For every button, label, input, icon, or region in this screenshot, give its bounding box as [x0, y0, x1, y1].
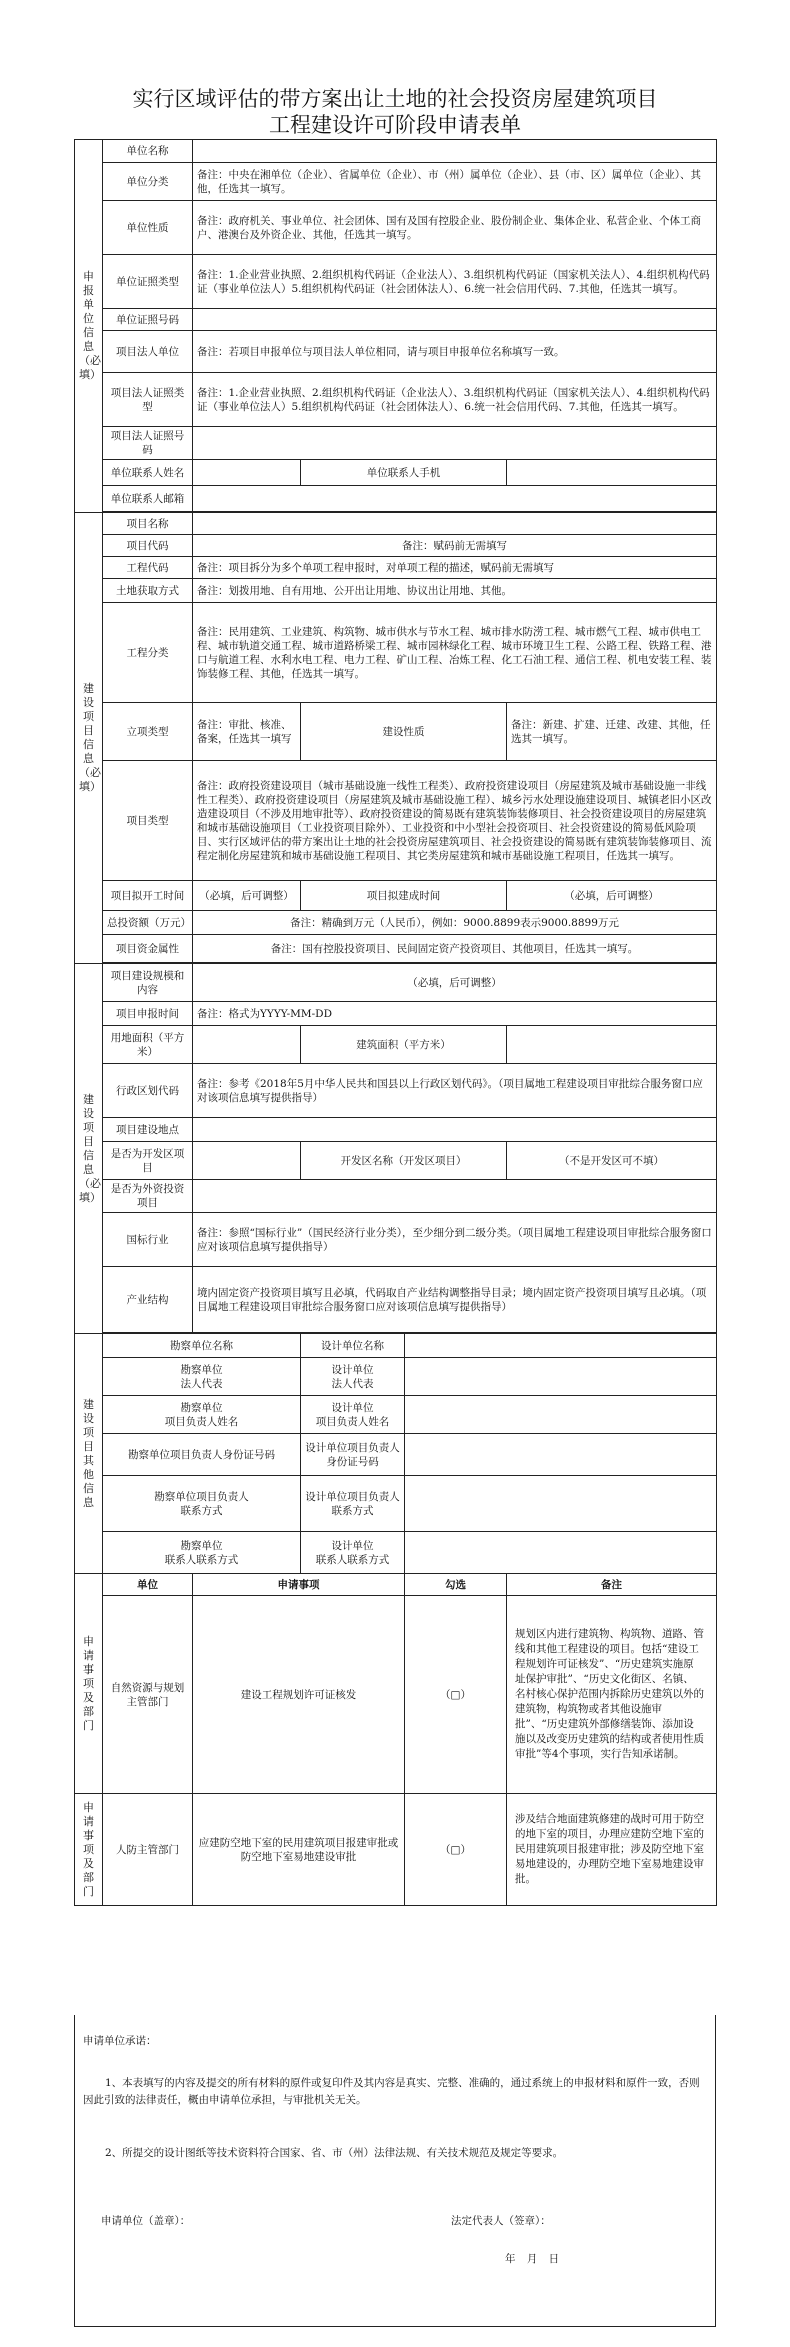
note-plan-end[interactable]: （必填，后可调整）: [507, 881, 717, 911]
input-design-unit[interactable]: [405, 1334, 717, 1358]
section-applicant: 申报单位信息（必填）: [75, 140, 103, 513]
note-approval-type[interactable]: 备注：审批、核准、备案，任选其一填写: [193, 703, 301, 761]
header-note: 备注: [507, 1574, 717, 1596]
form-title: [0, 0, 790, 138]
note-unit-nature[interactable]: 备注：政府机关、事业单位、社会团体、国有及国有控股企业、股份制企业、集体企业、私营企业、个体工商户、港澳台及外资企业、其他，任选其一填写。: [193, 201, 717, 255]
application-table: [74, 139, 717, 1906]
label-eng-type: 工程分类: [103, 603, 193, 703]
input-land-area[interactable]: [193, 1026, 301, 1064]
header-item: 申请事项: [193, 1574, 405, 1596]
input-legal-cert-no[interactable]: [193, 427, 717, 460]
label-survey-lead-contact: 勘察单位项目负责人 联系方式: [103, 1476, 301, 1532]
note-apply-time[interactable]: 备注：格式为YYYY-MM-DD: [193, 1002, 717, 1026]
input-design-lead[interactable]: [405, 1396, 717, 1434]
label-industry: 国标行业: [103, 1213, 193, 1267]
label-design-legal: 设计单位 法人代表: [301, 1358, 405, 1396]
input-contact-phone[interactable]: [507, 460, 717, 486]
label-contact-phone: 单位联系人手机: [301, 460, 507, 486]
section-matter1: 申请事项及部门: [75, 1574, 103, 1794]
label-zone-name: 开发区名称（开发区项目）: [301, 1142, 507, 1180]
label-survey-unit: 勘察单位名称: [103, 1334, 301, 1358]
matter-unit: 人防主管部门: [103, 1794, 193, 1906]
input-address[interactable]: [193, 1118, 717, 1142]
promise-title: 申请单位承诺：: [83, 2035, 157, 2047]
application-form: [74, 139, 716, 1906]
note-eng-code[interactable]: 备注：项目拆分为多个单项工程申报时，对单项工程的描述，赋码前无需填写: [193, 557, 717, 579]
note-project-code[interactable]: 备注：赋码前无需填写: [193, 535, 717, 557]
label-land: 土地获取方式: [103, 579, 193, 603]
label-is-zone: 是否为开发区项目: [103, 1142, 193, 1180]
note-build-nature[interactable]: 备注：新建、扩建、迁建、改建、其他，任选其一填写。: [507, 703, 717, 761]
input-design-contact[interactable]: [405, 1532, 717, 1574]
label-legal-cert-no: 项目法人证照号码: [103, 427, 193, 460]
label-unit-nature: 单位性质: [103, 201, 193, 255]
label-contact-name: 单位联系人姓名: [103, 460, 193, 486]
note-region[interactable]: 备注：参考《2018年5月中华人民共和国县以上行政区划代码》。（项目属地工程建设项目审批综合服务窗口应对该项信息填写提供指导）: [193, 1064, 717, 1118]
label-is-foreign: 是否为外资投资项目: [103, 1180, 193, 1213]
input-unit-name[interactable]: [193, 140, 717, 163]
label-scale: 项目建设规模和内容: [103, 964, 193, 1002]
label-legal-unit: 项目法人单位: [103, 331, 193, 373]
label-approval-type: 立项类型: [103, 703, 193, 761]
label-design-lead-id: 设计单位项目负责人身份证号码: [301, 1434, 405, 1476]
note-land[interactable]: 备注：划拨用地、自有用地、公开出让用地、协议出让用地、其他。: [193, 579, 717, 603]
label-design-lead-contact: 设计单位项目负责人联系方式: [301, 1476, 405, 1532]
label-legal-cert-type: 项目法人证照类型: [103, 373, 193, 427]
input-cert-no[interactable]: [193, 309, 717, 331]
form-title-line2: 工程建设许可阶段申请表单: [269, 113, 521, 137]
label-structure: 产业结构: [103, 1267, 193, 1333]
note-scale[interactable]: （必填，后可调整）: [193, 964, 717, 1002]
sign-date: 年 月 日: [505, 2253, 560, 2265]
label-land-area: 用地面积（平方米）: [103, 1026, 193, 1064]
note-structure[interactable]: 境内固定资产投资项目填写且必填，代码取自产业结构调整指导目录；境内固定资产投资项目填写且必填。（项目属地工程建设项目审批综合服务窗口应对该项信息填写提供指导）: [193, 1267, 717, 1333]
label-apply-time: 项目申报时间: [103, 1002, 193, 1026]
section-project-extra: 建设项目信息（必填）: [75, 964, 103, 1334]
input-design-lead-id[interactable]: [405, 1434, 717, 1476]
note-unit-type[interactable]: 备注：中央在湘单位（企业）、省属单位（企业）、市（州）属单位（企业）、县（市、区）属单位（企业）、其他，任选其一填写。: [193, 163, 717, 201]
note-legal-unit[interactable]: 备注：若项目申报单位与项目法人单位相同，请与项目申报单位名称填写一致。: [193, 331, 717, 373]
label-survey-legal: 勘察单位 法人代表: [103, 1358, 301, 1396]
note-legal-cert-type[interactable]: 备注：1.企业营业执照、2.组织机构代码证（企业法人）、3.组织机构代码证（国家机关法人）、4.组织机构代码证（事业单位法人）5.组织机构代码证（社会团体法人）、6.统一社会信用代码、7.其他，任选其一填写。: [193, 373, 717, 427]
input-build-area[interactable]: [507, 1026, 717, 1064]
label-fund: 项目资金属性: [103, 935, 193, 963]
label-project-name: 项目名称: [103, 513, 193, 535]
label-cert-type: 单位证照类型: [103, 255, 193, 309]
input-is-zone[interactable]: [193, 1142, 301, 1180]
label-unit-name: 单位名称: [103, 140, 193, 163]
note-invest[interactable]: 备注：精确到万元（人民币），例如：9000.8899表示9000.8899万元: [193, 911, 717, 935]
sign-rep-label: 法定代表人（签章）：: [451, 2215, 551, 2227]
label-invest: 总投资额（万元）: [103, 911, 193, 935]
matter-checkbox[interactable]: （□）: [405, 1596, 507, 1794]
matter-item: 建设工程规划许可证核发: [193, 1596, 405, 1794]
note-zone-name[interactable]: （不是开发区可不填）: [507, 1142, 717, 1180]
matter-unit: 自然资源与规划主管部门: [103, 1596, 193, 1794]
label-project-code: 项目代码: [103, 535, 193, 557]
section-project: 建设项目信息（必填）: [75, 513, 103, 964]
matter-checkbox[interactable]: （□）: [405, 1794, 507, 1906]
input-design-lead-contact[interactable]: [405, 1476, 717, 1532]
label-survey-contact: 勘察单位 联系人联系方式: [103, 1532, 301, 1574]
label-survey-lead-id: 勘察单位项目负责人身份证号码: [103, 1434, 301, 1476]
section-other: 建设项目其他信息: [75, 1334, 103, 1574]
matter-note: 规划区内进行建筑物、构筑物、道路、管线和其他工程建设的项目。包括“建设工程规划许可证核发”、“历史建筑实施原址保护审批”、“历史文化街区、名镇、名村核心保护范围内拆除历史建筑以外的建筑物，构筑物或者其他设施审批”、“历史建筑外部修缮装饰、添加设施以及改变历史建筑的结构或者使用性质审批”等4个事项，实行告知承诺制。: [507, 1596, 717, 1794]
input-design-legal[interactable]: [405, 1358, 717, 1396]
section-matter2: 申请事项及部门: [75, 1794, 103, 1906]
note-proj-type[interactable]: 备注：政府投资建设项目（城市基础设施一线性工程类）、政府投资建设项目（房屋建筑及城市基础设施一非线性工程类）、政府投资建设项目（房屋建筑及城市基础设施工程）、城乡污水处理设施建设项目、城镇老旧小区改造建设项目（不涉及用地审批等）、政府投资建设的简易既有建筑装饰装修项目、社会投资建设项目的房屋建筑和城市基础设施项目（工业投资项目除外）、工业投资和中小型社会投资项目、社会投资建设的简易低风险项目、实行区域评估的带方案出让土地的社会投资房屋建筑项目、社会投资建设的简易既有建筑装饰装修项目、流程定制化房屋建筑和城市基础设施工程项目、其它类房屋建筑和城市基础设施工程项目，任选其一填写。: [193, 761, 717, 881]
input-project-name[interactable]: [193, 513, 717, 535]
sign-unit-label: 申请单位（盖章）：: [101, 2215, 191, 2227]
promise-item-1: 1、本表填写的内容及提交的所有材料的原件或复印件及其内容是真实、完整、准确的，通过系统上的申报材料和原件一致，否则因此引致的法律责任，概由申请单位承担，与审批机关无关。: [83, 2077, 700, 2106]
label-eng-code: 工程代码: [103, 557, 193, 579]
label-build-nature: 建设性质: [301, 703, 507, 761]
header-check: 勾选: [405, 1574, 507, 1596]
label-plan-end: 项目拟建成时间: [301, 881, 507, 911]
label-unit-type: 单位分类: [103, 163, 193, 201]
form-title-line1: 实行区域评估的带方案出让土地的社会投资房屋建筑项目: [132, 87, 658, 111]
label-design-lead: 设计单位 项目负责人姓名: [301, 1396, 405, 1434]
note-plan-start[interactable]: （必填，后可调整）: [193, 881, 301, 911]
label-survey-lead: 勘察单位 项目负责人姓名: [103, 1396, 301, 1434]
input-contact-email[interactable]: [193, 486, 717, 512]
promise-item-2: 2、所提交的设计图纸等技术资料符合国家、省、市（州）法律法规、有关技术规范及规定等要求。: [105, 2147, 564, 2159]
input-is-foreign[interactable]: [193, 1180, 717, 1213]
label-region: 行政区划代码: [103, 1064, 193, 1118]
label-design-unit: 设计单位名称: [301, 1334, 405, 1358]
input-contact-name[interactable]: [193, 460, 301, 486]
note-industry[interactable]: 备注：参照“国标行业”（国民经济行业分类），至少细分到二级分类。（项目属地工程建设项目审批综合服务窗口应对该项信息填写提供指导）: [193, 1213, 717, 1267]
label-plan-start: 项目拟开工时间: [103, 881, 193, 911]
note-fund[interactable]: 备注：国有控股投资项目、民间固定资产投资项目、其他项目，任选其一填写。: [193, 935, 717, 963]
label-contact-email: 单位联系人邮箱: [103, 486, 193, 512]
header-unit: 单位: [103, 1574, 193, 1596]
matter-item: 应建防空地下室的民用建筑项目报建审批或防空地下室易地建设审批: [193, 1794, 405, 1906]
applicant-promise: [74, 2015, 716, 2327]
note-cert-type[interactable]: 备注：1.企业营业执照、2.组织机构代码证（企业法人）、3.组织机构代码证（国家机关法人）、4.组织机构代码证（事业单位法人）5.组织机构代码证（社会团体法人）、6.统一社会信用代码、7.其他，任选其一填写。: [193, 255, 717, 309]
label-proj-type: 项目类型: [103, 761, 193, 881]
label-design-contact: 设计单位 联系人联系方式: [301, 1532, 405, 1574]
label-cert-no: 单位证照号码: [103, 309, 193, 331]
matter-note: 涉及结合地面建筑修建的战时可用于防空的地下室的项目，办理应建防空地下室的民用建筑项目报建审批；涉及防空地下室易地建设的，办理防空地下室易地建设审批。: [507, 1794, 717, 1906]
label-build-area: 建筑面积（平方米）: [301, 1026, 507, 1064]
label-address: 项目建设地点: [103, 1118, 193, 1142]
note-eng-type[interactable]: 备注：民用建筑、工业建筑、构筑物、城市供水与节水工程、城市排水防涝工程、城市燃气工程、城市供电工程、城市轨道交通工程、城市道路桥梁工程、城市园林绿化工程、城市环境卫生工程、公路工程、铁路工程、港口与航道工程、水利水电工程、电力工程、矿山工程、冶炼工程、化工石油工程、通信工程、机电安装工程、装饰装修工程、其他，任选其一填写。: [193, 603, 717, 703]
